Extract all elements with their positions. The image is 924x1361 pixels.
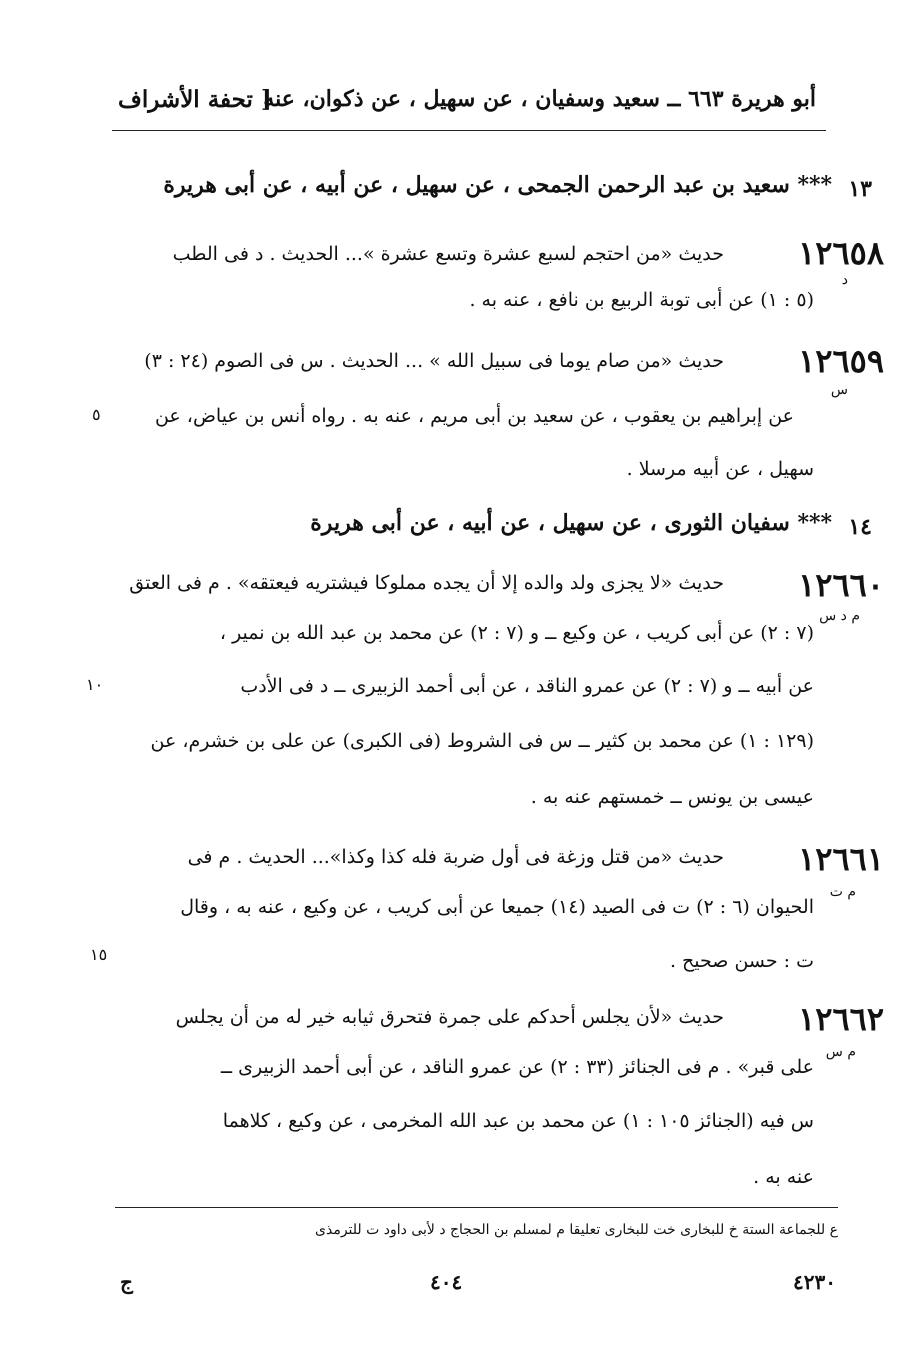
line-number: ١٠ xyxy=(86,675,104,694)
hadith-number: ١٢٦٦٠ xyxy=(798,566,884,604)
line-number: ٥ xyxy=(92,405,101,424)
hadith-line: عيسى بن يونس ــ خمستهم عنه به . xyxy=(530,786,814,808)
footnote-abbreviations: ع للجماعة الستة خ للبخارى خت للبخارى تعليقا م لمسلم بن الحجاج د لأبى داود ت للترمذى xyxy=(315,1222,838,1238)
footnote-rule xyxy=(115,1207,838,1208)
hadith-line: على قبر» . م فى الجنائز (٣٣ : ٢) عن عمرو الناقد ، عن أبى أحمد الزبيرى ــ xyxy=(220,1056,814,1078)
hadith-line: حديث «لا يجزى ولد والده إلا أن يجده مملوكا فيشتريه فيعتقه» . م فى العتق xyxy=(129,572,724,594)
hadith-source-sigla: م س xyxy=(825,1044,856,1060)
hadith-number: ١٢٦٦٢ xyxy=(798,1000,884,1038)
hadith-line: (٥ : ١) عن أبى توبة الربيع بن نافع ، عنه به . xyxy=(469,289,814,311)
section-title: *** سعيد بن عبد الرحمن الجمحى ، عن سهيل ، عن أبيه ، عن أبى هريرة xyxy=(163,172,832,198)
hadith-line: (٧ : ٢) عن أبى كريب ، عن وكيع ــ و (٧ : ٢) عن محمد بن عبد الله بن نمير ، xyxy=(219,622,814,644)
hadith-line: عن إبراهيم بن يعقوب ، عن سعيد بن أبى مريم ، عنه به . رواه أنس بن عياض، عن xyxy=(154,405,794,427)
line-number: ١٥ xyxy=(90,945,108,964)
hadith-line: حديث «من قتل وزغة فى أول ضربة فله كذا وكذا»... الحديث . م فى xyxy=(187,846,724,868)
hadith-line: حديث «من احتجم لسبع عشرة وتسع عشرة »... الحديث . د فى الطب xyxy=(172,243,724,265)
page-footer-left: ج xyxy=(120,1270,133,1294)
hadith-source-sigla: م ت xyxy=(829,884,856,900)
page-footer-right: ٤٢٣٠ xyxy=(793,1270,836,1294)
section-number: ١٤ xyxy=(848,514,872,540)
hadith-line: (١٢٩ : ١) عن محمد بن كثير ــ س فى الشروط (فى الكبرى) عن على بن خشرم، عن xyxy=(150,730,814,752)
hadith-line: حديث «لأن يجلس أحدكم على جمرة فتحرق ثيابه خير له من أن يجلس xyxy=(175,1006,724,1028)
hadith-number: ١٢٦٦١ xyxy=(798,840,884,878)
hadith-line: سهيل ، عن أبيه مرسلا . xyxy=(626,458,814,480)
hadith-line: ت : حسن صحيح . xyxy=(669,950,814,972)
running-header-right: أبو هريرة ٦٦٣ ــ سعيد وسفيان ، عن سهيل ، عن ذكوان، عنه xyxy=(263,86,816,112)
hadith-number: ١٢٦٥٩ xyxy=(798,342,884,380)
section-title: *** سفيان الثورى ، عن سهيل ، عن أبيه ، عن أبى هريرة xyxy=(310,510,832,536)
page-number: ٤٠٤ xyxy=(430,1270,463,1294)
hadith-line: عن أبيه ــ و (٧ : ٢) عن عمرو الناقد ، عن أبى أحمد الزبيرى ــ د فى الأدب xyxy=(240,675,814,697)
hadith-source-sigla: س xyxy=(830,382,848,398)
hadith-line: حديث «من صام يوما فى سبيل الله » ... الحديث . س فى الصوم (٢٤ : ٣) xyxy=(144,350,724,372)
hadith-source-sigla: م د س xyxy=(819,608,860,624)
hadith-line: س فيه (الجنائز ١٠٥ : ١) عن محمد بن عبد الله المخرمى ، عن وكيع ، كلاهما xyxy=(222,1110,814,1132)
hadith-number: ١٢٦٥٨ xyxy=(798,234,884,272)
hadith-line: عنه به . xyxy=(753,1166,814,1188)
running-header-left: [ تحفة الأشراف xyxy=(118,86,272,113)
header-rule xyxy=(112,130,826,131)
section-number: ١٣ xyxy=(848,176,872,202)
hadith-line: الحيوان (٦ : ٢) ت فى الصيد (١٤) جميعا عن أبى كريب ، عن وكيع ، عنه به ، وقال xyxy=(180,896,814,918)
hadith-source-sigla: د xyxy=(841,272,848,288)
